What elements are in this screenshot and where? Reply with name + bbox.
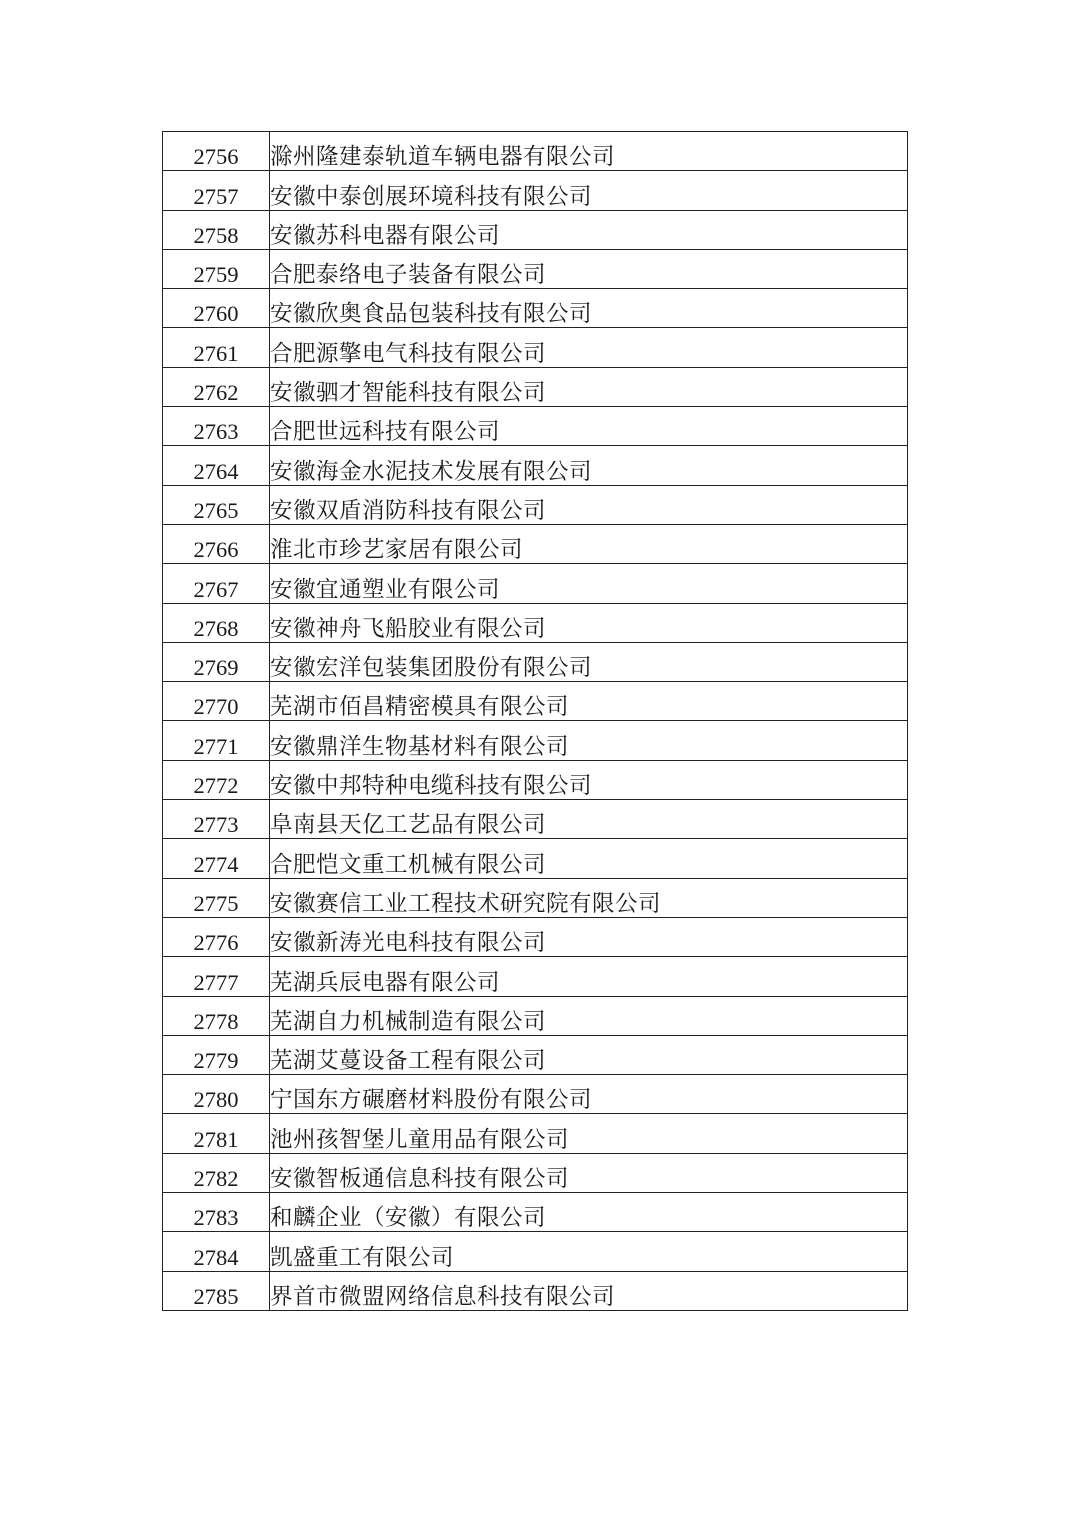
company-name: 池州孩智堡儿童用品有限公司 bbox=[270, 1114, 908, 1153]
company-name: 界首市微盟网络信息科技有限公司 bbox=[270, 1271, 908, 1310]
company-name: 安徽宜通塑业有限公司 bbox=[270, 564, 908, 603]
table-row bbox=[163, 839, 908, 878]
company-name: 合肥恺文重工机械有限公司 bbox=[270, 839, 908, 878]
row-number: 2763 bbox=[163, 407, 270, 446]
table-row bbox=[163, 917, 908, 956]
company-name: 和麟企业（安徽）有限公司 bbox=[270, 1193, 908, 1232]
table-row bbox=[163, 957, 908, 996]
row-number: 2774 bbox=[163, 839, 270, 878]
table-row bbox=[163, 603, 908, 642]
table-row bbox=[163, 1075, 908, 1114]
company-name: 淮北市珍艺家居有限公司 bbox=[270, 524, 908, 563]
row-number: 2758 bbox=[163, 210, 270, 249]
row-number: 2762 bbox=[163, 367, 270, 406]
table-row bbox=[163, 446, 908, 485]
row-number: 2782 bbox=[163, 1153, 270, 1192]
table-row bbox=[163, 407, 908, 446]
row-number: 2785 bbox=[163, 1271, 270, 1310]
table-row bbox=[163, 642, 908, 681]
row-number: 2765 bbox=[163, 485, 270, 524]
table-row bbox=[163, 524, 908, 563]
company-name: 合肥源擎电气科技有限公司 bbox=[270, 328, 908, 367]
table-row bbox=[163, 132, 908, 171]
company-name: 安徽鼎洋生物基材料有限公司 bbox=[270, 721, 908, 760]
company-name: 安徽赛信工业工程技术研究院有限公司 bbox=[270, 878, 908, 917]
row-number: 2772 bbox=[163, 760, 270, 799]
row-number: 2776 bbox=[163, 917, 270, 956]
table-row bbox=[163, 1153, 908, 1192]
table-row bbox=[163, 721, 908, 760]
row-number: 2778 bbox=[163, 996, 270, 1035]
row-number: 2777 bbox=[163, 957, 270, 996]
company-name: 芜湖艾蔓设备工程有限公司 bbox=[270, 1035, 908, 1074]
company-name: 宁国东方碾磨材料股份有限公司 bbox=[270, 1075, 908, 1114]
company-name: 合肥世远科技有限公司 bbox=[270, 407, 908, 446]
company-name: 安徽中泰创展环境科技有限公司 bbox=[270, 171, 908, 210]
company-name: 阜南县天亿工艺品有限公司 bbox=[270, 800, 908, 839]
row-number: 2779 bbox=[163, 1035, 270, 1074]
company-name: 凯盛重工有限公司 bbox=[270, 1232, 908, 1271]
table-row bbox=[163, 1271, 908, 1310]
row-number: 2775 bbox=[163, 878, 270, 917]
company-name: 芜湖自力机械制造有限公司 bbox=[270, 996, 908, 1035]
row-number: 2760 bbox=[163, 289, 270, 328]
company-name: 安徽双盾消防科技有限公司 bbox=[270, 485, 908, 524]
row-number: 2780 bbox=[163, 1075, 270, 1114]
row-number: 2784 bbox=[163, 1232, 270, 1271]
table-row bbox=[163, 289, 908, 328]
table-row bbox=[163, 485, 908, 524]
company-name: 安徽宏洋包装集团股份有限公司 bbox=[270, 642, 908, 681]
table-row bbox=[163, 996, 908, 1035]
company-list-table bbox=[162, 131, 908, 1311]
row-number: 2759 bbox=[163, 249, 270, 288]
document-page bbox=[162, 131, 908, 1311]
row-number: 2764 bbox=[163, 446, 270, 485]
company-name: 安徽驷才智能科技有限公司 bbox=[270, 367, 908, 406]
row-number: 2769 bbox=[163, 642, 270, 681]
company-name: 安徽欣奥食品包装科技有限公司 bbox=[270, 289, 908, 328]
table-row bbox=[163, 682, 908, 721]
row-number: 2783 bbox=[163, 1193, 270, 1232]
row-number: 2766 bbox=[163, 524, 270, 563]
row-number: 2781 bbox=[163, 1114, 270, 1153]
company-name: 安徽苏科电器有限公司 bbox=[270, 210, 908, 249]
table-row bbox=[163, 249, 908, 288]
table-row bbox=[163, 800, 908, 839]
table-row bbox=[163, 367, 908, 406]
table-row bbox=[163, 1035, 908, 1074]
row-number: 2771 bbox=[163, 721, 270, 760]
company-name: 芜湖市佰昌精密模具有限公司 bbox=[270, 682, 908, 721]
table-body bbox=[163, 132, 908, 1311]
company-name: 安徽神舟飞船胶业有限公司 bbox=[270, 603, 908, 642]
company-name: 芜湖兵辰电器有限公司 bbox=[270, 957, 908, 996]
table-row bbox=[163, 1114, 908, 1153]
table-row bbox=[163, 1193, 908, 1232]
company-name: 滁州隆建泰轨道车辆电器有限公司 bbox=[270, 132, 908, 171]
table-row bbox=[163, 564, 908, 603]
company-name: 安徽智板通信息科技有限公司 bbox=[270, 1153, 908, 1192]
table-row bbox=[163, 760, 908, 799]
row-number: 2767 bbox=[163, 564, 270, 603]
row-number: 2757 bbox=[163, 171, 270, 210]
table-row bbox=[163, 1232, 908, 1271]
company-name: 合肥泰络电子装备有限公司 bbox=[270, 249, 908, 288]
row-number: 2768 bbox=[163, 603, 270, 642]
row-number: 2770 bbox=[163, 682, 270, 721]
table-row bbox=[163, 328, 908, 367]
company-name: 安徽海金水泥技术发展有限公司 bbox=[270, 446, 908, 485]
row-number: 2773 bbox=[163, 800, 270, 839]
table-row bbox=[163, 878, 908, 917]
table-row bbox=[163, 210, 908, 249]
row-number: 2756 bbox=[163, 132, 270, 171]
row-number: 2761 bbox=[163, 328, 270, 367]
company-name: 安徽中邦特种电缆科技有限公司 bbox=[270, 760, 908, 799]
table-row bbox=[163, 171, 908, 210]
company-name: 安徽新涛光电科技有限公司 bbox=[270, 917, 908, 956]
